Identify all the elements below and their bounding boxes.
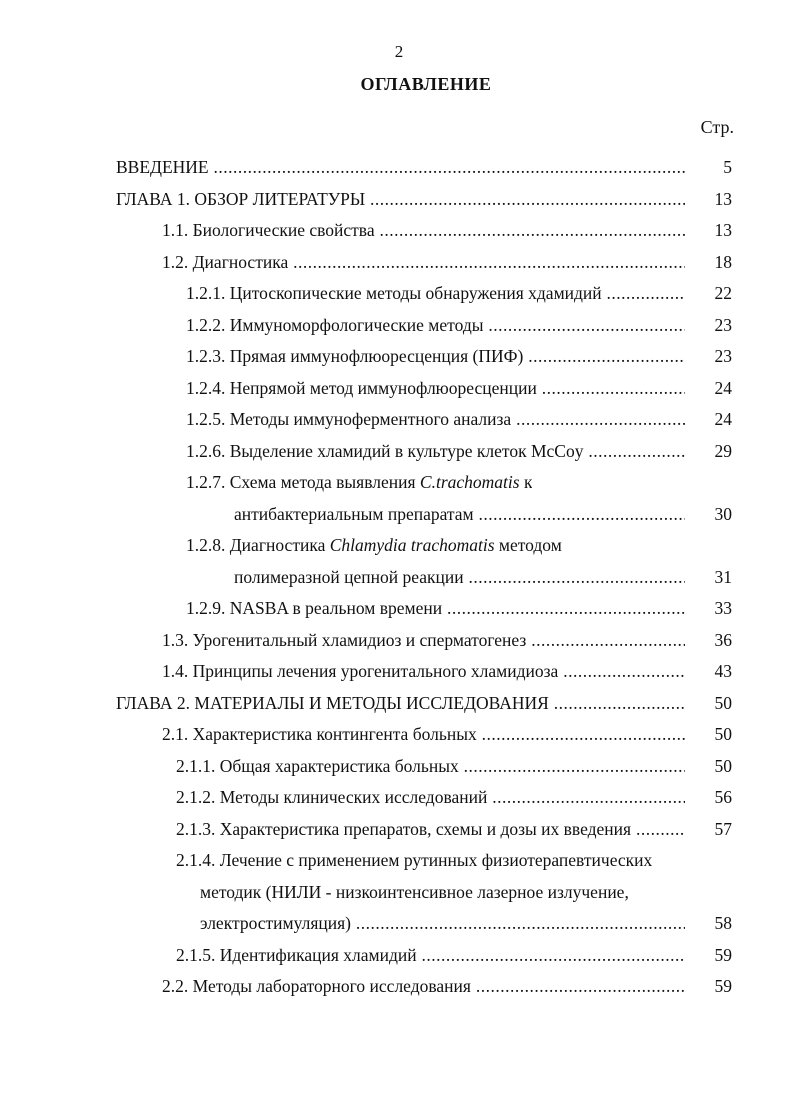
toc-entry-text: 1.2.5. Методы иммуноферментного анализа ..... xyxy=(186,404,685,436)
toc-entry-text: 1.2.9. NASBA в реальном времени ..... xyxy=(186,593,685,625)
toc-entry-page: 5 xyxy=(723,157,732,177)
toc-entry xyxy=(0,593,798,625)
toc-entry-text: 1.2.6. Выделение хламидий в культуре клеток McCoy ..... xyxy=(186,436,685,468)
toc-entry-text: 1.2. Диагностика ..... xyxy=(162,247,685,279)
toc-entry-page: 13 xyxy=(714,220,732,240)
toc-entry-page: 50 xyxy=(714,692,732,713)
toc-entry xyxy=(0,467,798,499)
toc-entry-page: 31 xyxy=(714,566,732,587)
toc-entry xyxy=(0,688,798,720)
toc-entry-text: 2.1.1. Общая характеристика больных ..... xyxy=(176,751,685,783)
toc-entry-text: 1.2.2. Иммуноморфологические методы ..... xyxy=(186,310,685,342)
toc-entry xyxy=(0,499,798,531)
toc-entry xyxy=(0,436,798,468)
toc-entry-page: 59 xyxy=(714,976,732,996)
toc-entry-text: ГЛАВА 2. МАТЕРИАЛЫ И МЕТОДЫ ИССЛЕДОВАНИЯ ..... xyxy=(116,688,685,720)
toc-entry-text: ВВЕДЕНИЕ ..... xyxy=(116,152,685,184)
page-column-header: Стр. xyxy=(700,117,734,137)
toc-entry xyxy=(0,562,798,594)
toc-entry-page: 59 xyxy=(714,944,732,965)
toc-entry-page: 13 xyxy=(714,188,732,209)
toc-entry-text: 1.1. Биологические свойства ..... xyxy=(162,215,685,247)
toc-entry-text: 2.2. Методы лабораторного исследования ..... xyxy=(162,971,685,1003)
toc-entry-page: 56 xyxy=(714,787,732,807)
toc-entry-text: 2.1.2. Методы клинических исследований ..... xyxy=(176,782,685,814)
toc-entry-page: 50 xyxy=(714,724,732,744)
toc-entry-text-part: к xyxy=(519,472,533,492)
toc-entry-text: полимеразной цепной реакции ..... xyxy=(234,562,685,594)
toc-entry-page: 30 xyxy=(714,503,732,524)
toc-entry-page: 23 xyxy=(714,314,732,335)
toc-entry-page: 22 xyxy=(714,283,732,303)
page-number: 2 xyxy=(394,42,404,61)
toc-entry-page: 57 xyxy=(714,818,732,839)
toc-entry-text-part: методом xyxy=(494,535,562,555)
toc-entry-text: 1.2.3. Прямая иммунофлюоресценция (ПИФ) ..... xyxy=(186,341,685,373)
toc-entry xyxy=(0,656,798,688)
toc-entry-page: 36 xyxy=(714,629,732,650)
toc-entry-text: 1.2.1. Цитоскопические методы обнаружения хдамидий ..... xyxy=(186,278,685,310)
toc-entry-text: электростимуляция) ..... xyxy=(200,908,685,940)
toc-entry xyxy=(0,814,798,846)
toc-entry xyxy=(0,310,798,342)
toc-entry-text xyxy=(186,467,532,499)
toc-entry xyxy=(0,908,798,940)
toc-entry-page: 24 xyxy=(714,377,732,398)
toc-entry-text: 1.2.4. Непрямой метод иммунофлюоресценции ..... xyxy=(186,373,685,405)
toc-entry-text: 1.3. Урогенитальный хламидиоз и сперматогенез ..... xyxy=(162,625,685,657)
toc-entry xyxy=(0,404,798,436)
toc-entry-text-part: 1.2.7. Схема метода выявления xyxy=(186,472,420,492)
toc-entry-text: 2.1.5. Идентификация хламидий ..... xyxy=(176,940,685,972)
toc-entry xyxy=(0,782,798,814)
toc-entry-text xyxy=(186,530,562,562)
toc-entry xyxy=(0,625,798,657)
toc-entry-text: 2.1.3. Характеристика препаратов, схемы и дозы их введения ..... xyxy=(176,814,685,846)
toc-entry-page: 43 xyxy=(714,661,732,681)
toc-entry-text: методик (НИЛИ - низкоинтенсивное лазерное излучение, xyxy=(200,881,629,902)
toc-entry xyxy=(0,751,798,783)
toc-entry xyxy=(0,152,798,184)
toc-entry xyxy=(0,341,798,373)
toc-entry-text: ГЛАВА 1. ОБЗОР ЛИТЕРАТУРЫ ..... xyxy=(116,184,685,216)
toc-entry-page: 24 xyxy=(714,409,732,429)
toc-entry xyxy=(0,278,798,310)
toc-entry-text: 2.1.4. Лечение с применением рутинных физиотерапевтических xyxy=(176,850,653,870)
toc-entry-text-part: 1.2.8. Диагностика xyxy=(186,535,330,555)
toc-entry xyxy=(0,719,798,751)
toc-entry-species: C.trachomatis xyxy=(419,472,520,492)
toc-entry-page: 58 xyxy=(714,913,732,933)
toc-entry-species: Chlamydia trachomatis xyxy=(329,535,495,555)
toc-entry xyxy=(0,373,798,405)
toc-entry-page: 29 xyxy=(714,440,732,461)
toc-entry xyxy=(0,940,798,972)
table-of-contents xyxy=(0,152,798,1003)
toc-entry-text: 1.4. Принципы лечения урогенитального хламидиоза ..... xyxy=(162,656,685,688)
toc-entry xyxy=(0,971,798,1003)
toc-entry xyxy=(0,184,798,216)
toc-entry xyxy=(0,247,798,279)
toc-entry-page: 18 xyxy=(714,251,732,272)
toc-entry-page: 23 xyxy=(714,346,732,366)
toc-entry-text: 2.1. Характеристика контингента больных ..... xyxy=(162,719,685,751)
toc-entry xyxy=(0,877,798,909)
toc-entry xyxy=(0,530,798,562)
toc-entry-page: 50 xyxy=(714,755,732,776)
page-title: ОГЛАВЛЕНИЕ xyxy=(360,74,492,94)
toc-entry xyxy=(0,215,798,247)
toc-entry-page: 33 xyxy=(714,598,732,618)
toc-entry xyxy=(0,845,798,877)
toc-entry-text: антибактериальным препаратам ..... xyxy=(234,499,685,531)
